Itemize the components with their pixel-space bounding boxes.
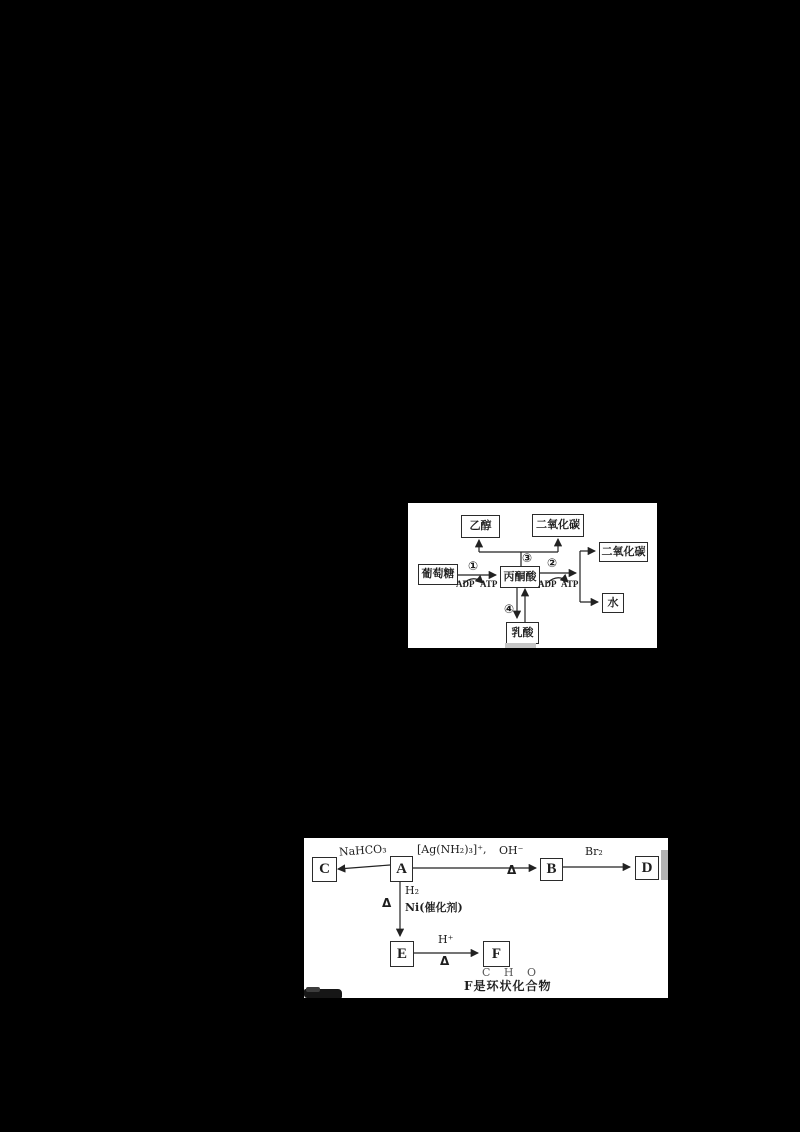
- delta-heat-ab: Δ: [507, 863, 517, 877]
- chem-box-f: F: [483, 941, 510, 967]
- chem-box-e: E: [390, 941, 414, 967]
- bio-box-glucose: 葡萄糖: [418, 564, 458, 585]
- adp-label-2: ADP: [538, 579, 557, 589]
- bio-box-co2-top: 二氧化碳: [532, 514, 584, 537]
- adp-label-1: ADP: [456, 579, 475, 589]
- chem-flow-diagram: [304, 838, 668, 998]
- bio-box-water: 水: [602, 593, 624, 613]
- f-cyclic-compound-note: F是环状化合物: [464, 979, 552, 993]
- bio-box-co2-right: 二氧化碳: [599, 542, 648, 562]
- atp-label-1: ATP: [480, 579, 498, 589]
- step-3-circled: ③: [522, 551, 533, 565]
- scan-artifact-smudge-2: [306, 987, 320, 992]
- bio-respiration-diagram: [408, 503, 657, 648]
- step-2-circled: ②: [547, 556, 558, 570]
- chem-box-b: B: [540, 858, 563, 881]
- chem-box-d: D: [635, 856, 659, 880]
- nahco3-reagent-label: NaHCO₃: [338, 842, 387, 859]
- hydrogen-reagent-label: H₂: [405, 884, 420, 897]
- delta-heat-ef: Δ: [440, 954, 450, 968]
- bio-box-pyruvate: 丙酮酸: [500, 566, 540, 588]
- delta-heat-ae: Δ: [382, 896, 392, 910]
- scan-artifact-strip: [505, 643, 536, 648]
- bio-box-ethanol: 乙醇: [461, 515, 500, 538]
- acid-reagent-label: H⁺: [438, 933, 454, 946]
- chem-box-c: C: [312, 857, 337, 882]
- hydroxide-reagent-label: OH⁻: [499, 844, 524, 857]
- step-1-circled: ①: [468, 559, 479, 573]
- chem-box-a: A: [390, 856, 413, 882]
- cho-formula-label: C H O: [482, 966, 542, 979]
- step-4-circled: ④: [504, 602, 515, 616]
- bio-box-lactate: 乳酸: [506, 622, 539, 644]
- atp-label-2: ATP: [561, 579, 579, 589]
- nickel-catalyst-label: Ni(催化剂): [405, 901, 463, 914]
- scan-artifact-strip-right: [661, 850, 668, 880]
- bromine-reagent-label: Br₂: [585, 845, 603, 858]
- silver-ammonia-reagent-label: [Ag(NH₂)₃]⁺,: [417, 843, 487, 856]
